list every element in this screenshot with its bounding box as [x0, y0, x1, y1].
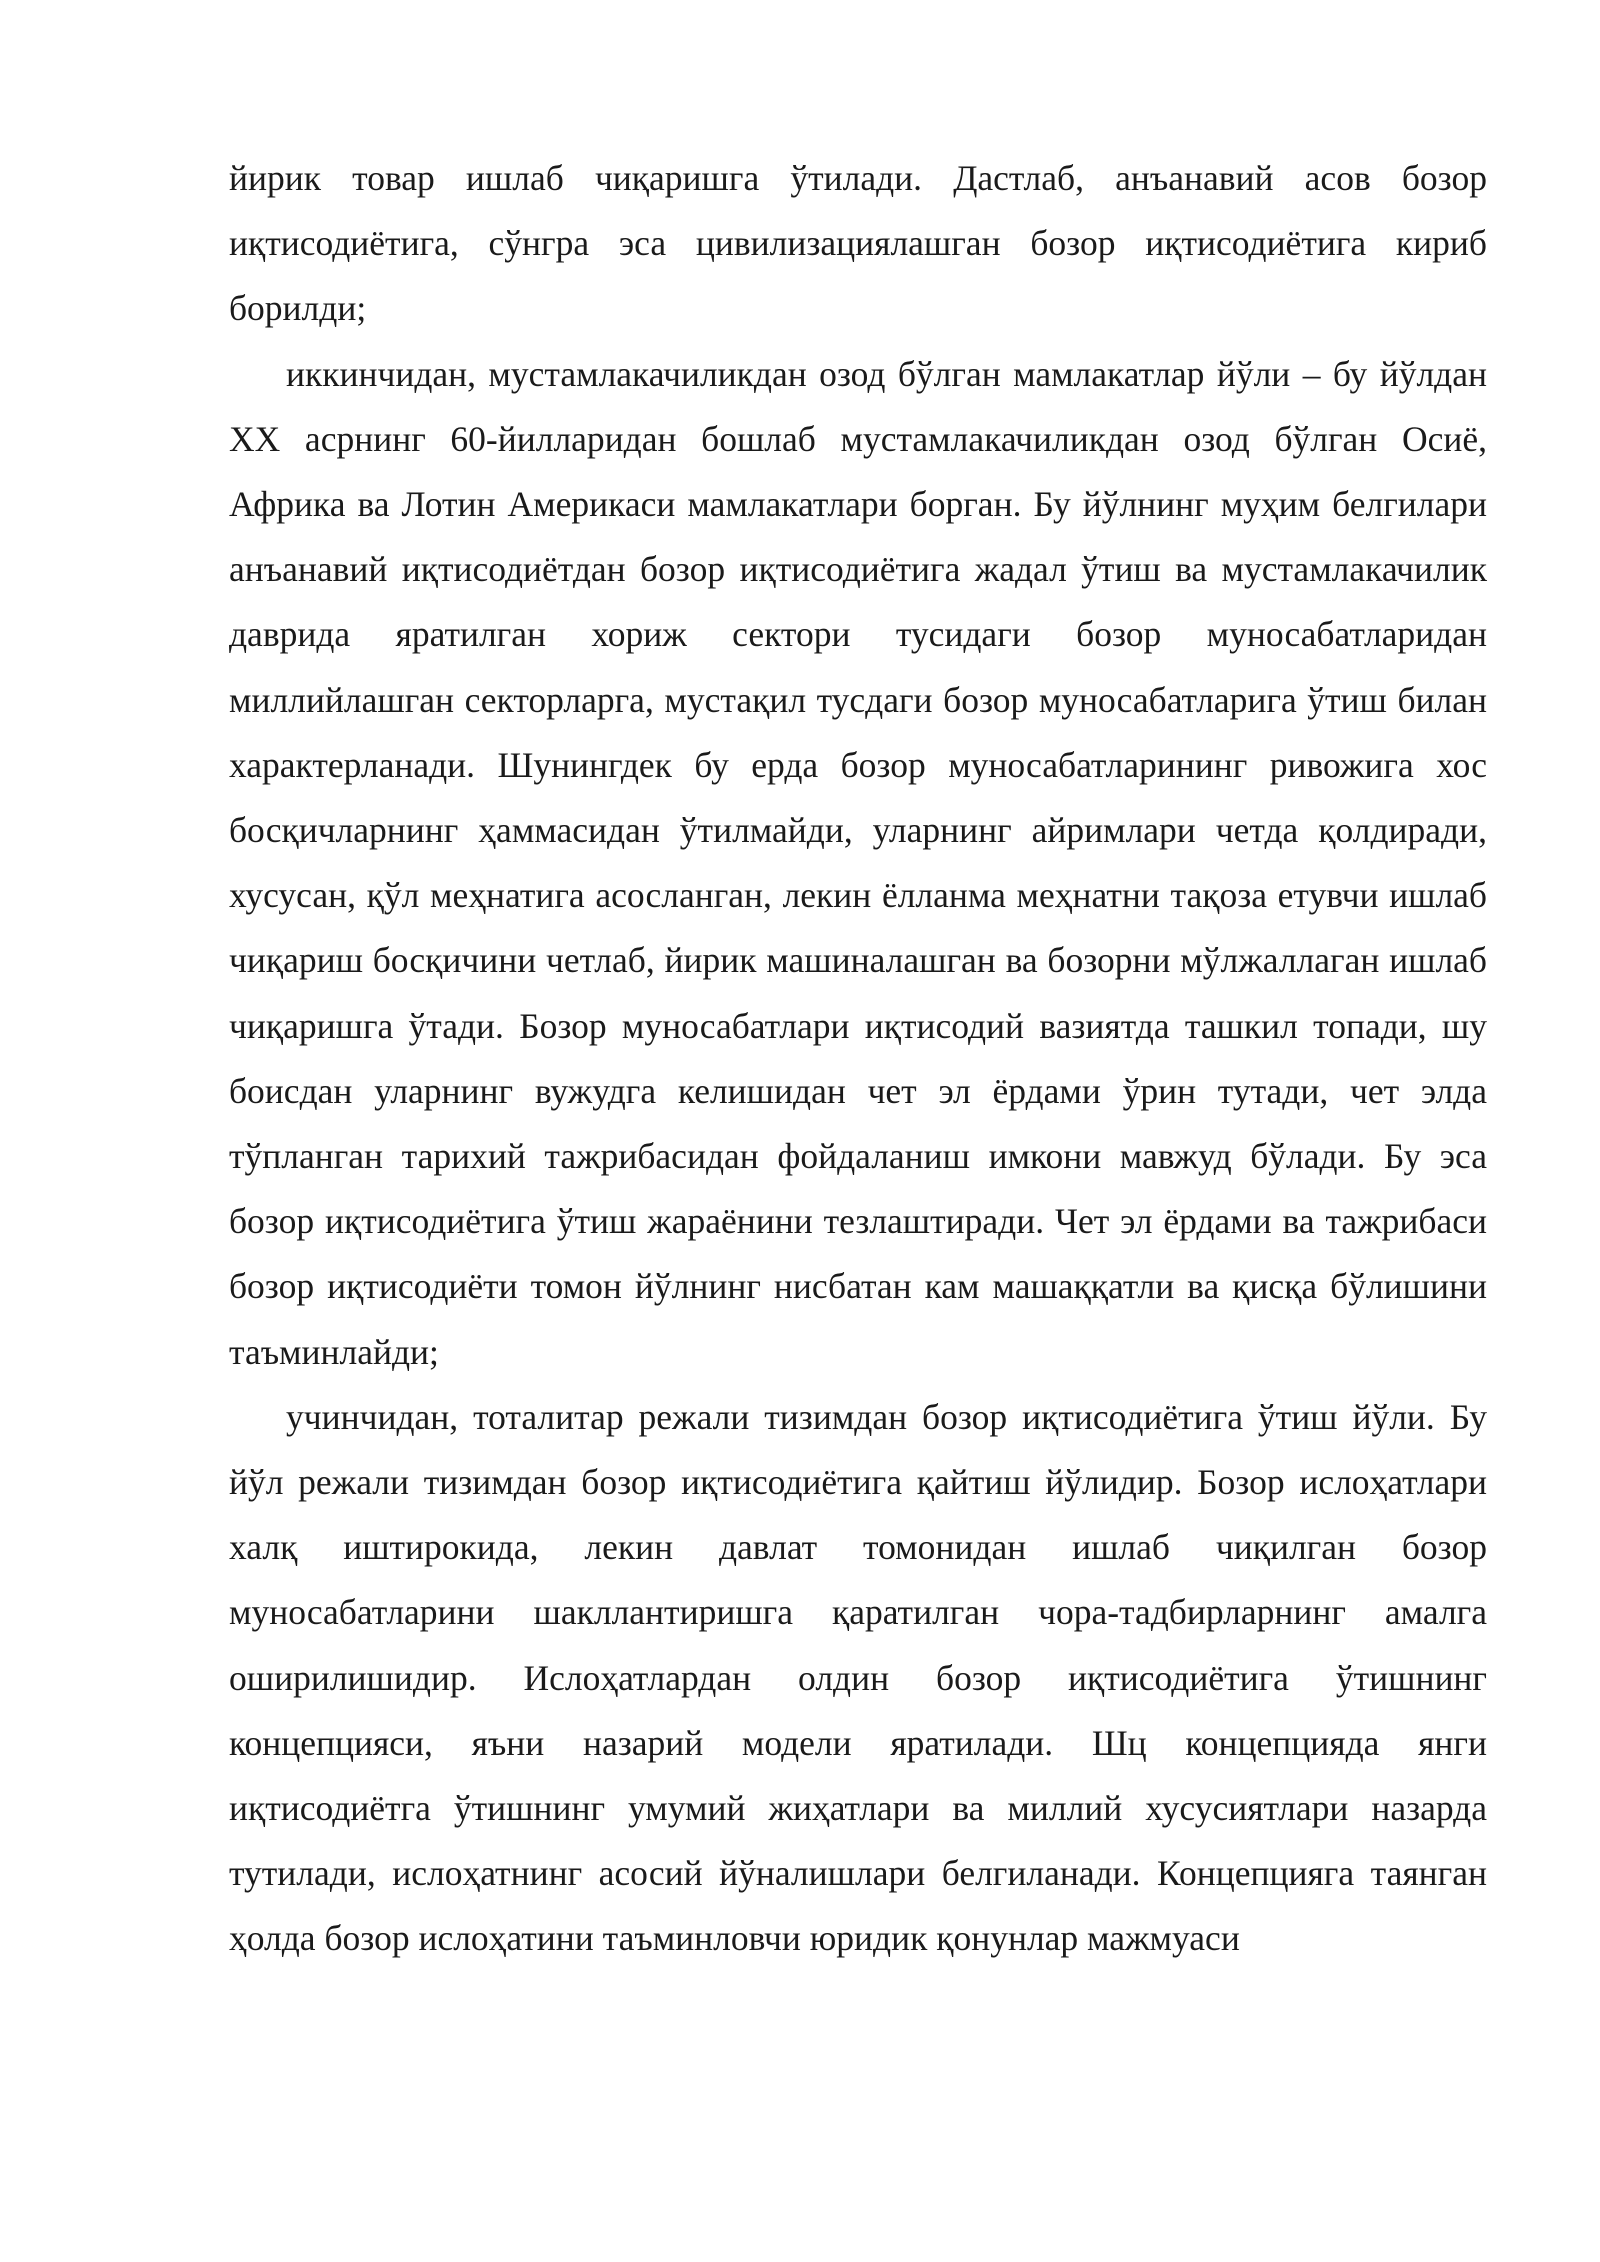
paragraph-1: йирик товар ишлаб чиқаришга ўтилади. Дастлаб, анъанавий асов бозор иқтисодиётига, сўнгра эса цивилизациялашган бозор иқтисодиётига кириб борилди; [229, 158, 1487, 329]
paragraph-3: учинчидан, тоталитар режали тизимдан бозор иқтисодиётига ўтиш йўли. Бу йўл режали тизимдан бозор иқтисодиётига қайтиш йўлидир. Бозор ислоҳатлари халқ иштирокида, лекин давлат томонидан ишлаб чиқилган бозор муносабатларини шакллантиришга қаратилган чора-тадбирларнинг амалга оширилишидир. Ислоҳатлардан олдин бозор иқтисодиётига ўтишнинг концепцияси, яъни назарий модели яратилади. Шц концепцияда янги иқтисодиётга ўтишнинг умумий жиҳатлари ва миллий хусусиятлари назарда тутилади, ислоҳатнинг асосий йўналишлари белгиланади. Концепцияга таянган ҳолда бозор ислоҳатини таъминловчи юридик қонунлар мажмуаси [229, 1396, 1487, 1959]
paragraph-2: иккинчидан, мустамлакачиликдан озод бўлган мамлакатлар йўли – бу йўлдан XX асрнинг 60-йилларидан бошлаб мустамлакачиликдан озод бўлган Осиё, Африка ва Лотин Америкаси мамлакатлари борган. Бу йўлнинг муҳим белгилари анъанавий иқтисодиётдан бозор иқтисодиётига жадал ўтиш ва мустамлакачилик даврида яратилган хориж сектори тусидаги бозор муносабатларидан миллийлашган секторларга, мустақил тусдаги бозор муносабатларига ўтиш билан характерланади. Шунингдек бу ерда бозор муносабатларининг ривожига хос босқичларнинг ҳаммасидан ўтилмайди, уларнинг айримлари четда қолдиради, хусусан, қўл меҳнатига асосланган, лекин ёлланма меҳнатни тақоза етувчи ишлаб чиқариш босқичини четлаб, йирик машиналашган ва бозорни мўлжаллаган ишлаб чиқаришга ўтади. Бозор муносабатлари иқтисодий вазиятда ташкил топади, шу боисдан уларнинг вужудга келишидан чет эл ёрдами ўрин тутади, чет элда тўпланган тарихий тажрибасидан фойдаланиш имкони мавжуд бўлади. Бу эса бозор иқтисодиётига ўтиш жараёнини тезлаштиради. Чет эл ёрдами ва тажрибаси бозор иқтисодиёти томон йўлнинг нисбатан кам машаққатли ва қисқа бўлишини таъминлайди; [229, 353, 1487, 1372]
document-body [229, 146, 1487, 1972]
